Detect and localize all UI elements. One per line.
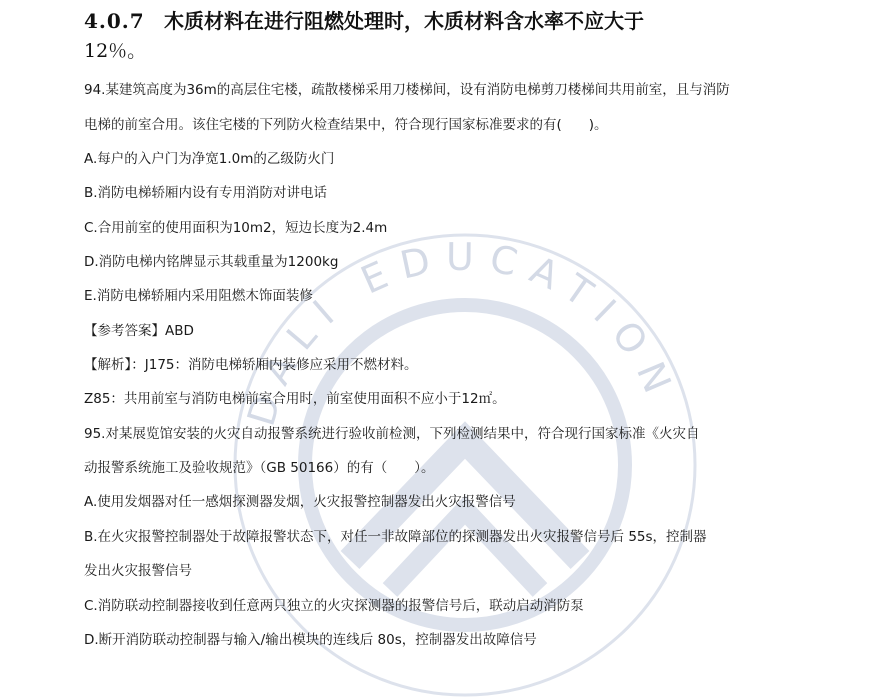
- watermark-text: DALI EDUCATION: [238, 234, 686, 431]
- section-heading-text: 木质材料在进行阻燃处理时，木质材料含水率不应大于: [164, 9, 644, 33]
- q95-option-c: C.消防联动控制器接收到任意两只独立的火灾探测器的报警信号后，联动启动消防泵: [84, 598, 584, 614]
- q94-analysis-line2: Z85：共用前室与消防电梯前室合用时，前室使用面积不应小于12㎡。: [84, 391, 506, 407]
- section-number: 4.0.7: [84, 9, 145, 33]
- q94-option-d: D.消防电梯内铭牌显示其载重量为1200kg: [84, 254, 339, 270]
- q95-option-b-cont: 发出火灾报警信号: [84, 563, 192, 579]
- q95-stem-line1: 95.对某展览馆安装的火灾自动报警系统进行验收前检测，下列检测结果中，符合现行国家标准《火灾自: [84, 426, 700, 442]
- q94-answer: 【参考答案】ABD: [84, 323, 194, 339]
- q95-option-a: A.使用发烟器对任一感烟探测器发烟，火灾报警控制器发出火灾报警信号: [84, 494, 516, 510]
- q94-stem-line1: 94.某建筑高度为36m的高层住宅楼，疏散楼梯采用刀楼梯间，设有消防电梯剪刀楼梯间共用前室，且与消防: [84, 82, 730, 98]
- section-heading: [84, 8, 844, 34]
- q94-option-e: E.消防电梯轿厢内采用阻燃木饰面装修: [84, 288, 313, 304]
- q95-stem-line2: 动报警系统施工及验收规范》（GB 50166）的有（ ）。: [84, 460, 435, 476]
- q94-stem-line2: 电梯的前室合用。该住宅楼的下列防火检查结果中，符合现行国家标准要求的有( )。: [84, 117, 608, 133]
- q94-option-b: B.消防电梯轿厢内设有专用消防对讲电话: [84, 185, 328, 201]
- q94-option-a: A.每户的入户门为净宽1.0m的乙级防火门: [84, 151, 335, 167]
- section-heading-percent: 12％。: [84, 40, 147, 62]
- q94-analysis-line1: 【解析】：J175：消防电梯轿厢内装修应采用不燃材料。: [84, 357, 418, 373]
- q94-option-c: C.合用前室的使用面积为10m2，短边长度为2.4m: [84, 220, 388, 236]
- q95-option-d: D.断开消防联动控制器与输入/输出模块的连线后 80s，控制器发出故障信号: [84, 632, 537, 648]
- q95-option-b: B.在火灾报警控制器处于故障报警状态下，对任一非故障部位的探测器发出火灾报警信号后 55s，控制器: [84, 529, 707, 545]
